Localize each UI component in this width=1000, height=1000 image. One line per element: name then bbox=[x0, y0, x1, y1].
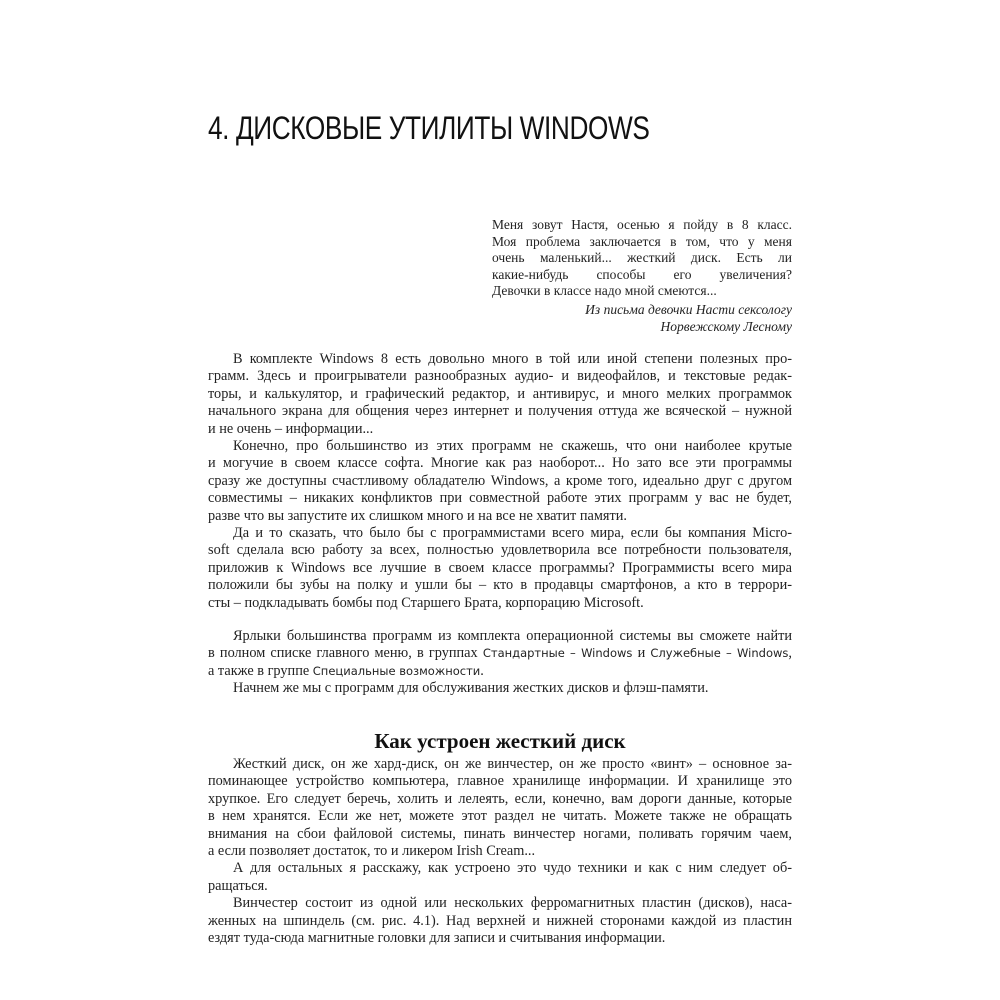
text-line bbox=[208, 508, 792, 525]
menu-group-name: Специальные возможности bbox=[312, 663, 481, 678]
text-segment: Винчестер состоит из одной или нескольких ферромагнитных пластин (дисков), наса- bbox=[233, 895, 792, 912]
text-line bbox=[208, 403, 792, 420]
text-line bbox=[208, 421, 792, 438]
epigraph-attribution: Из письма девочки Насти сексологу bbox=[585, 302, 792, 317]
text-segment: ездят туда-сюда магнитные головки для записи и считывания информации. bbox=[208, 930, 666, 946]
text-line bbox=[208, 645, 792, 662]
text-line bbox=[208, 542, 792, 559]
text-segment: . bbox=[480, 662, 484, 679]
text-segment: и могучие в своем классе софта. Многие как раз наоборот... Но зато все эти программы bbox=[208, 455, 792, 472]
text-line bbox=[208, 913, 792, 930]
epigraph-line: какие-нибудь способы его увеличения? bbox=[492, 266, 792, 282]
text-line bbox=[208, 773, 792, 790]
text-segment: , bbox=[788, 645, 792, 662]
text-line bbox=[208, 473, 792, 490]
text-segment: и не очень – информации... bbox=[208, 420, 374, 437]
epigraph-line: Девочки в классе надо мной смеются... bbox=[492, 283, 717, 298]
text-segment: а также в группе bbox=[208, 662, 313, 679]
text-segment: грамм. Здесь и проигрыватели разнообразных аудио- и видеофайлов, и текстовые редак- bbox=[208, 368, 792, 385]
text-line bbox=[233, 525, 792, 542]
text-segment: хрупкое. Его следует беречь, холить и лелеять, если, конечно, вам дороги данные, которые bbox=[208, 790, 792, 807]
text-line bbox=[208, 595, 792, 612]
text-line bbox=[208, 791, 792, 808]
text-line bbox=[208, 930, 792, 947]
text-segment: положили бы зубы на полку и ушли бы – кто в продавцы смартфонов, а кто в террори- bbox=[208, 577, 792, 594]
text-line bbox=[233, 680, 792, 697]
epigraph-line: очень маленький... жесткий диск. Есть ли bbox=[492, 250, 792, 265]
chapter-title: 4. ДИСКОВЫЕ УТИЛИТЫ WINDOWS bbox=[208, 110, 650, 146]
text-line bbox=[208, 843, 792, 860]
text-segment: а если позволяет достаток, то и ликером Irish Cream... bbox=[208, 843, 536, 859]
text-line bbox=[208, 386, 792, 403]
section-heading: Как устроен жесткий диск bbox=[374, 729, 626, 753]
epigraph-line: Меня зовут Настя, осенью я пойду в 8 класс. bbox=[492, 217, 792, 232]
text-segment: женных на шпиндель (см. рис. 4.1). Над верхней и нижней сторонами каждой из пластин bbox=[208, 912, 792, 929]
text-segment: сты – подкладывать бомбы под Старшего Брата, корпорацию Microsoft. bbox=[208, 594, 644, 611]
text-segment: в нем хранятся. Если же нет, можете этот раздел не читать. Можете также не обращать bbox=[208, 808, 792, 825]
epigraph-attribution: Норвежскому Лесному bbox=[660, 319, 792, 334]
menu-group-name: Служебные – Windows bbox=[650, 646, 789, 661]
text-line bbox=[233, 628, 792, 645]
text-line bbox=[208, 455, 792, 472]
text-segment: Ярлыки большинства программ из комплекта операционной системы вы сможете найти bbox=[233, 628, 792, 644]
text-line bbox=[208, 878, 792, 895]
text-line bbox=[208, 577, 792, 594]
text-segment: поминающее устройство компьютера, главное хранилище информации. И хранилище это bbox=[208, 773, 792, 790]
text-line bbox=[208, 560, 792, 577]
text-line bbox=[208, 826, 792, 843]
text-segment: совместимы – никаких конфликтов при совместной работе этих программ у вас не будет, bbox=[208, 490, 792, 507]
text-segment: В комплекте Windows 8 есть довольно много в той или иной степени полезных про- bbox=[233, 351, 792, 367]
text-segment: торы, и калькулятор, и графический редактор, и антивирус, и много мелких программок bbox=[208, 385, 792, 402]
text-segment: разве что вы запустите их слишком много и на все не хватит памяти. bbox=[208, 507, 627, 524]
text-line bbox=[208, 368, 792, 385]
menu-group-name: Стандартные – Windows bbox=[482, 646, 633, 661]
text-segment: сразу же доступны счастливому обладателю Windows, а кроме того, идеально друг с другом bbox=[208, 472, 792, 489]
text-segment: Да и то сказать, что было бы с программистами всего мира, если бы компания Micro- bbox=[233, 525, 792, 541]
text-segment: в полном списке главного меню, в группах bbox=[208, 645, 483, 662]
text-line bbox=[233, 351, 792, 368]
text-line bbox=[233, 756, 792, 773]
text-segment: Конечно, про большинство из этих программ не скажешь, что они наиболее крутые bbox=[233, 438, 792, 454]
text-segment: и bbox=[632, 645, 651, 662]
text-segment: внимания на сбои файловой системы, пинать винчестер ногами, поливать горячим чаем, bbox=[208, 825, 792, 842]
text-line bbox=[233, 860, 792, 877]
text-line bbox=[208, 490, 792, 507]
text-segment: Жесткий диск, он же хард-диск, он же винчестер, он же просто «винт» – основное за- bbox=[233, 756, 792, 772]
text-segment: Начнем же мы с программ для обслуживания жестких дисков и флэш-памяти. bbox=[233, 680, 709, 697]
text-line bbox=[208, 663, 792, 680]
text-line bbox=[208, 808, 792, 825]
text-segment: начального экрана для общения через интернет и получения оттуда же всяческой – нужной bbox=[208, 403, 792, 420]
text-segment: ращаться. bbox=[208, 877, 268, 894]
text-segment: приложив к Windows все лучшие в своем классе программы? Программисты всего мира bbox=[208, 559, 792, 576]
text-line bbox=[233, 438, 792, 455]
text-line bbox=[233, 895, 792, 912]
epigraph-line: Моя проблема заключается в том, что у меня bbox=[492, 233, 792, 249]
text-segment: А для остальных я расскажу, как устроено это чудо техники и как с ним следует об- bbox=[233, 860, 792, 877]
text-segment: soft сделала всю работу за всех, полностью удовлетворила все потребности пользователя, bbox=[208, 542, 792, 559]
